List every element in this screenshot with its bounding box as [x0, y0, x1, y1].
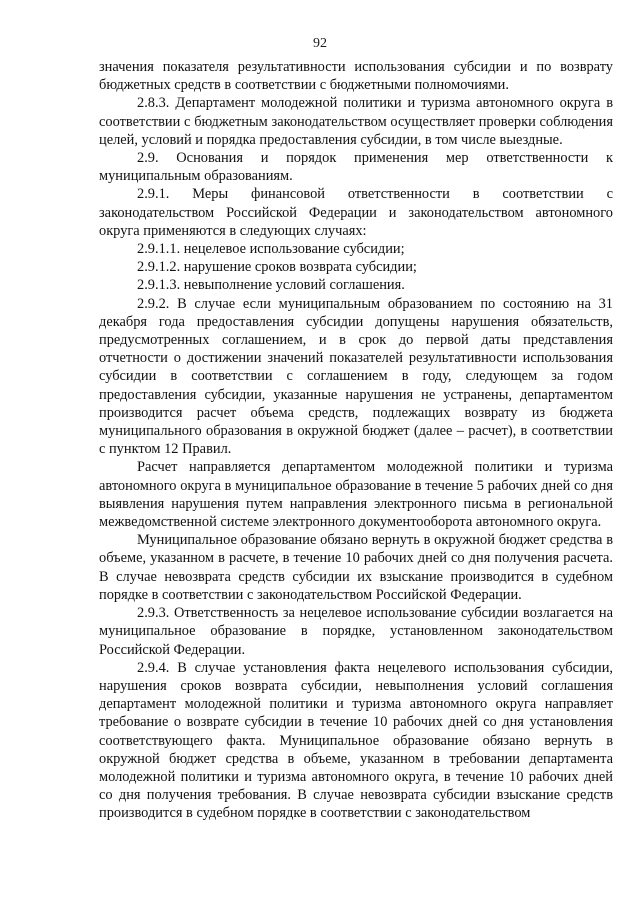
page-number: 92 [313, 36, 327, 51]
paragraph-2-9-1: 2.9.1. Меры финансовой ответственности в соответствии с законодательством Российской Федерации и законодательством автономного округа применяются в следующих случаях: [99, 186, 613, 239]
list-item-2-9-1-3: 2.9.1.3. невыполнение условий соглашения. [137, 277, 405, 294]
list-item-2-9-1-2: 2.9.1.2. нарушение сроков возврата субсидии; [137, 259, 417, 276]
list-item-2-9-1-1: 2.9.1.1. нецелевое использование субсидии; [137, 241, 405, 258]
paragraph-2-9-3: 2.9.3. Ответственность за нецелевое использование субсидии возлагается на муниципальное образование в порядке, установленном законодательством Российской Федерации. [99, 605, 613, 658]
paragraph-2-8-3: 2.8.3. Департамент молодежной политики и туризма автономного округа в соответствии с бюджетным законодательством осуществляет проверки соблюдения целей, условий и порядка предоставления субсидии, в том числе выездные. [99, 95, 613, 148]
paragraph-municipality-return: Муниципальное образование обязано вернуть в окружной бюджет средства в объеме, указанном в расчете, в течение 10 рабочих дней со дня получения расчета. В случае невозврата средств субсидии их взыскание производится в судебном порядке в соответствии с законодательством Российской Федерации. [99, 532, 613, 603]
paragraph-2-9-2: 2.9.2. В случае если муниципальным образованием по состоянию на 31 декабря года предоставления субсидии допущены нарушения обязательств, предусмотренных соглашением, и в срок до первой даты представления отчетности о достижении значений показателей результативности использования субсидии в соответствии с соглашением в году, следующем за годом предоставления субсидии, указанные нарушения не устранены, департаментом производится расчет объема средств, подлежащих возврату из бюджета муниципального образования в окружной бюджет (далее – расчет), в соответствии с пунктом 12 Правил. [99, 295, 613, 458]
paragraph-continuation: значения показателя результативности использования субсидии и по возврату бюджетных средств в соответствии с бюджетными полномочиями. [99, 59, 613, 94]
paragraph-2-9: 2.9. Основания и порядок применения мер ответственности к муниципальным образованиям. [99, 150, 613, 185]
paragraph-calculation-sent: Расчет направляется департаментом молодежной политики и туризма автономного округа в муниципальное образование в течение 5 рабочих дней со дня выявления нарушения путем направления электронного письма в региональной межведомственной системе электронного документооборота автономного округа. [99, 459, 613, 531]
paragraph-2-9-4: 2.9.4. В случае установления факта нецелевого использования субсидии, нарушения сроков возврата субсидии, невыполнения условий соглашения департамент молодежной политики и туризма автономного округа направляет требование о возврате субсидии в течение 10 рабочих дней со дня установления соответствующего факта. Муниципальное образование обязано вернуть в окружной бюджет средства в объеме, указанном в требовании департамента молодежной политики и туризма автономного округа, в течение 10 рабочих дней со дня получения требования. В случае невозврата субсидии взыскание средств производится в судебном порядке в соответствии с законодательством [99, 659, 613, 822]
document-body [99, 58, 613, 823]
